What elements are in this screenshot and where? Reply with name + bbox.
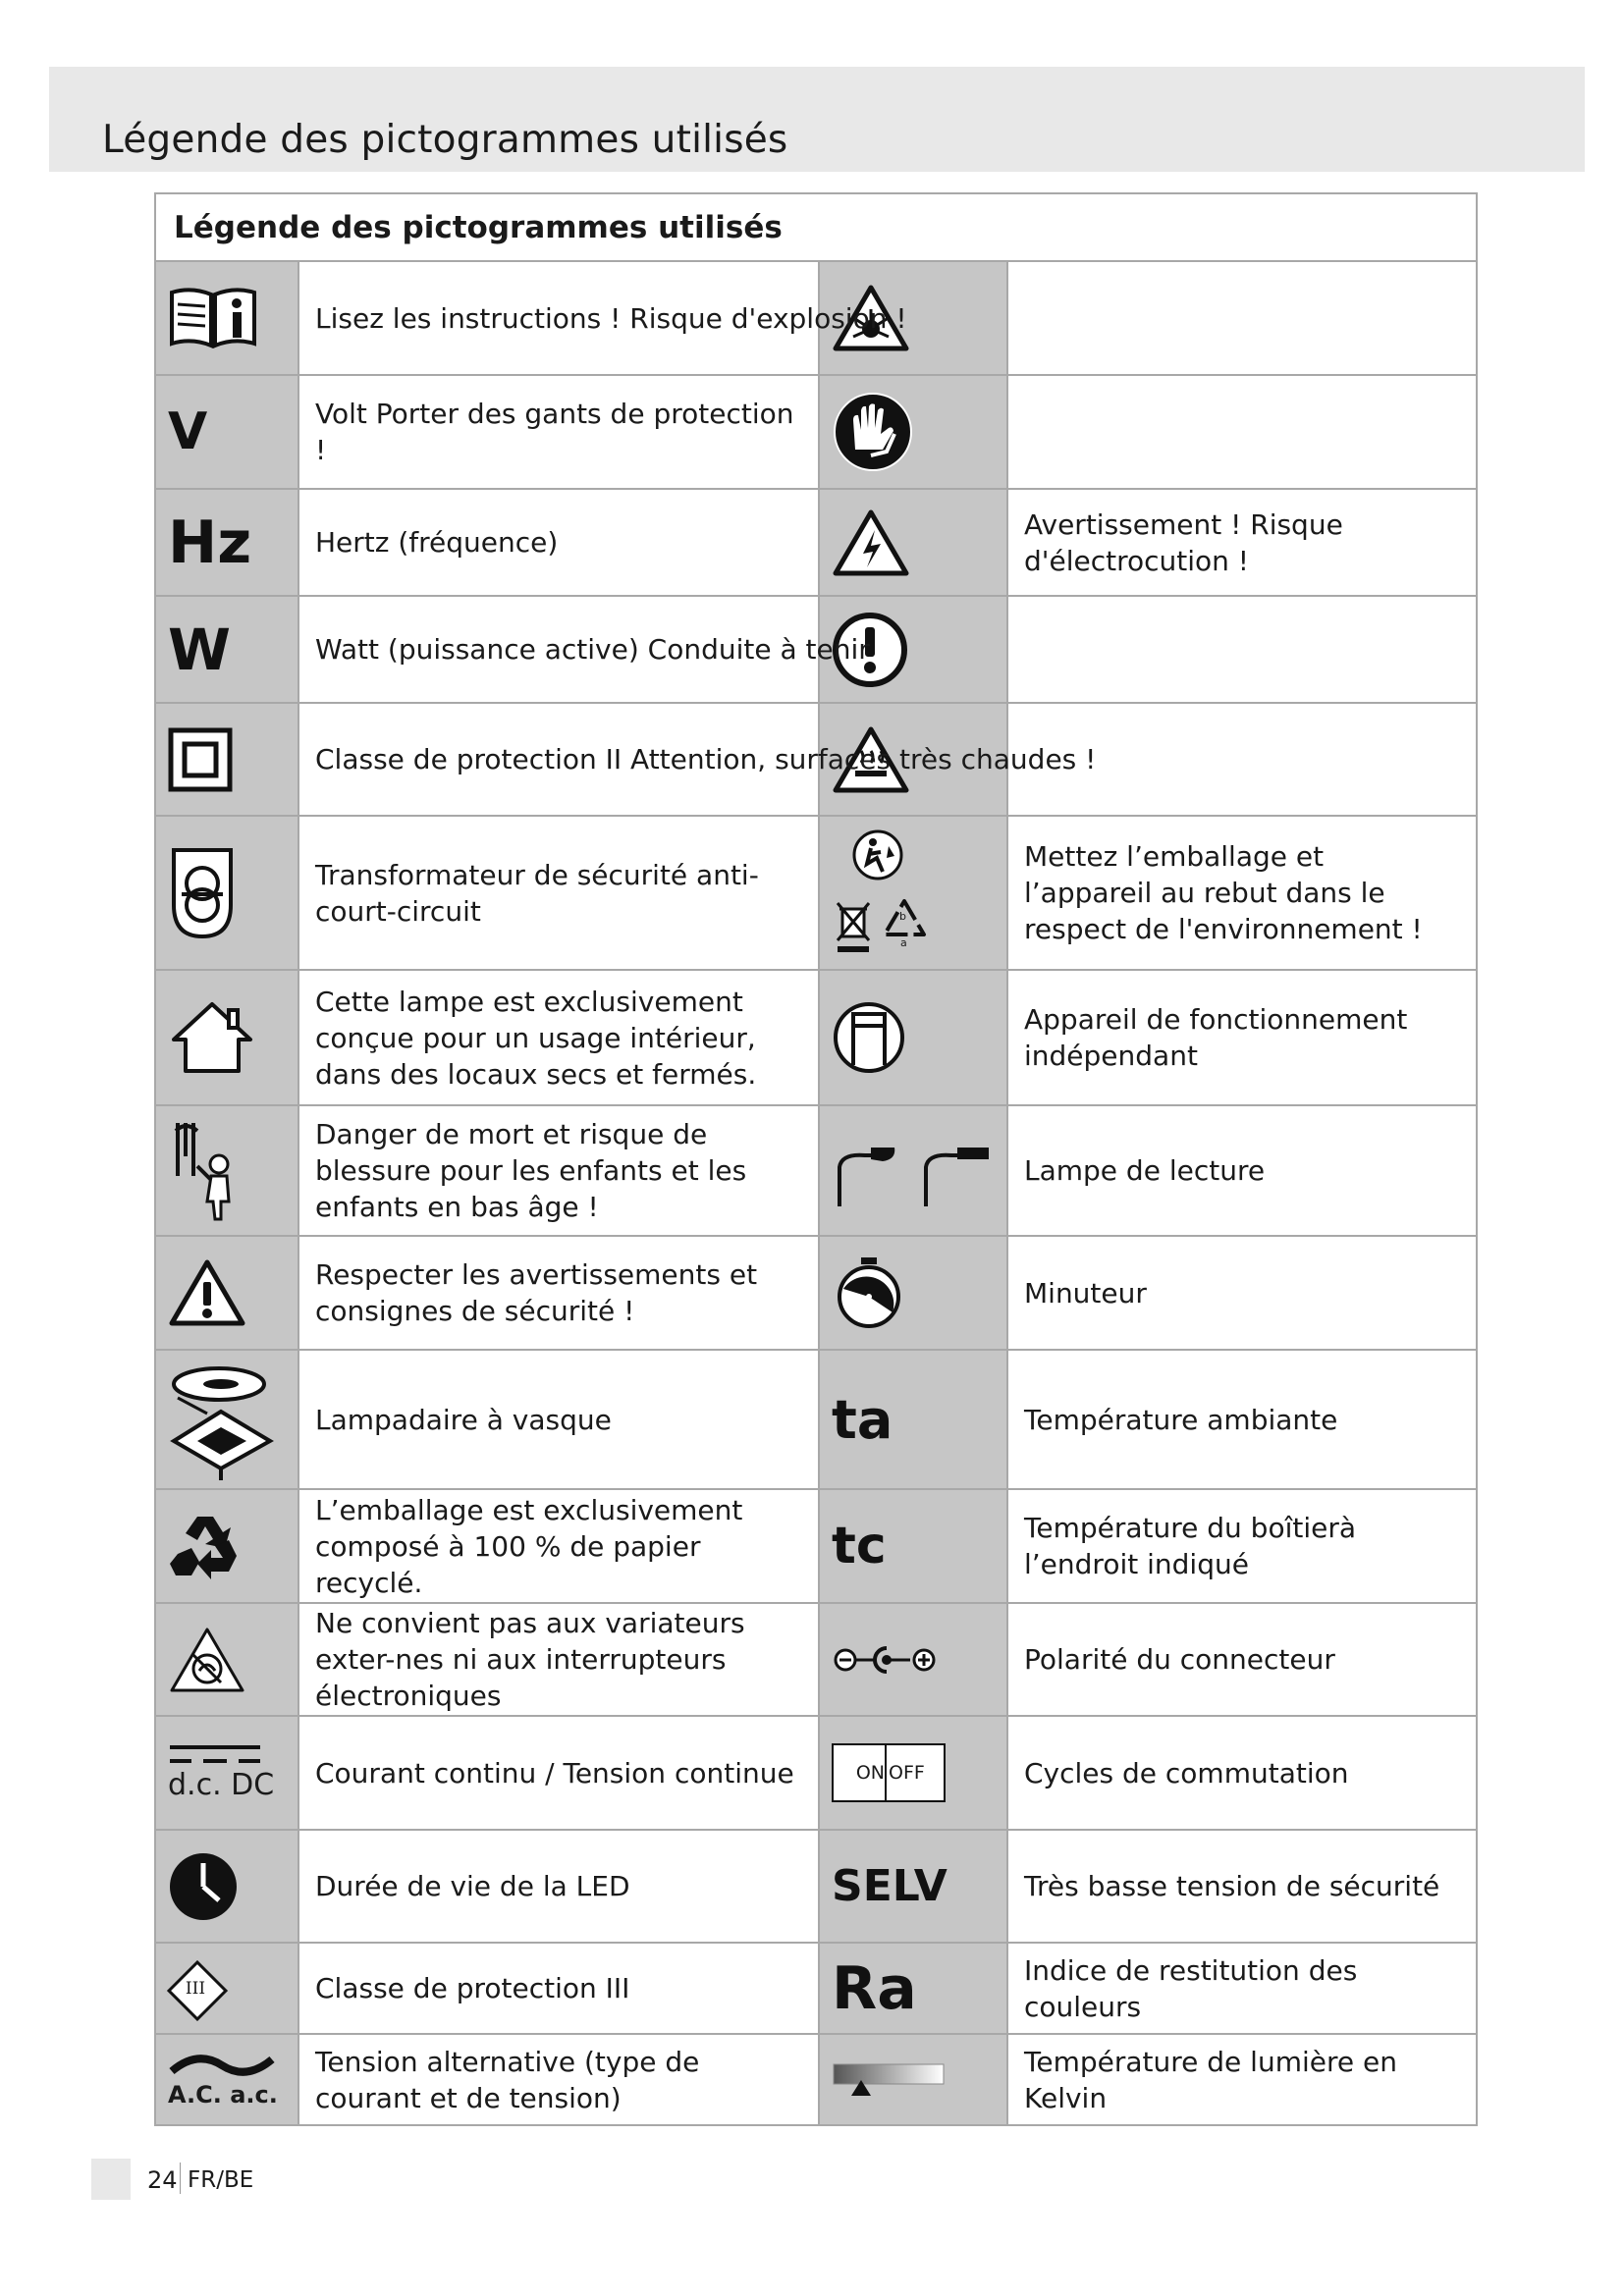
- table-caption: Légende des pictogrammes utilisés: [155, 193, 1477, 261]
- legend-text: Transformateur de sécurité anti-court-circuit: [315, 858, 759, 928]
- gloves-required-icon: [832, 391, 914, 473]
- on-label: ON: [834, 1745, 887, 1800]
- general-warning-icon: [168, 1258, 246, 1327]
- safety-transformer-icon: [168, 844, 237, 942]
- disposal-tidyman-icon: [849, 828, 906, 881]
- table-row: [155, 970, 1477, 1105]
- connector-polarity-icon: [832, 1644, 940, 1676]
- legend-text: Indice de restitution des couleurs: [1024, 1953, 1358, 2023]
- table-row: [155, 1603, 1477, 1716]
- legend-text: Respecter les avertissements et consignes de sécurité !: [315, 1258, 758, 1327]
- ra-symbol: Ra: [832, 1953, 917, 2023]
- independent-control-gear-icon: [832, 1000, 906, 1075]
- table-row: [155, 1489, 1477, 1603]
- legend-text: Lampadaire à vasque: [315, 1403, 612, 1436]
- protection-class-3-icon: [168, 1961, 223, 2016]
- off-label: OFF: [889, 1762, 925, 1784]
- legend-text: Watt (puissance active) Conduite à tenir: [315, 633, 870, 666]
- legend-text: Durée de vie de la LED: [315, 1870, 630, 1902]
- legend-text: Température du boîtierà l’endroit indiqué: [1024, 1512, 1357, 1580]
- class-3-label: III: [185, 1978, 206, 1999]
- recycling-triangle-icon: [881, 897, 928, 948]
- child-danger-icon: [168, 1117, 246, 1225]
- table-row: [155, 596, 1477, 703]
- hertz-symbol: Hz: [168, 507, 252, 577]
- table-row: [155, 703, 1477, 816]
- legend-text: Cycles de commutation: [1024, 1756, 1349, 1789]
- kelvin-gradient-icon: [832, 2060, 947, 2100]
- on-off-cycles-icon: [832, 1743, 946, 1802]
- legend-text: Lisez les instructions ! Risque d'explosion !: [315, 301, 907, 335]
- legend-text: L’emballage est exclusivement composé à 100 % de papier recyclé.: [315, 1493, 743, 1599]
- page-title: Légende des pictogrammes utilisés: [102, 118, 788, 162]
- ac-label: A.C. a.c.: [168, 2080, 278, 2109]
- legend-text: Très basse tension de sécurité: [1024, 1870, 1440, 1902]
- direct-current-icon: [168, 1743, 262, 1765]
- legend-text: Courant continu / Tension continue: [315, 1756, 794, 1789]
- table-row: [155, 489, 1477, 596]
- legend-text: Lampe de lecture: [1024, 1154, 1266, 1187]
- legend-text: Classe de protection III: [315, 1972, 630, 2004]
- legend-text: Volt Porter des gants de protection !: [315, 398, 794, 466]
- table-row: [155, 1943, 1477, 2034]
- legend-text: Appareil de fonctionnement indépendant: [1024, 1003, 1408, 1072]
- weee-bin-icon: [834, 899, 873, 954]
- dc-label: d.c. DC: [168, 1768, 275, 1802]
- table-row: [155, 1350, 1477, 1489]
- legend-text: Minuteur: [1024, 1276, 1147, 1309]
- legend-text: Température de lumière en Kelvin: [1024, 2045, 1397, 2114]
- table-row: [155, 816, 1477, 970]
- table-row: [155, 2034, 1477, 2125]
- legend-text: Température ambiante: [1024, 1403, 1338, 1436]
- pictogram-legend-table: [154, 192, 1478, 2126]
- legend-text: Polarité du connecteur: [1024, 1643, 1335, 1676]
- legend-text: Hertz (fréquence): [315, 526, 559, 559]
- bowl-luminaire-icon: [168, 1359, 276, 1480]
- timer-icon: [832, 1255, 906, 1330]
- table-row: [155, 375, 1477, 489]
- tc-symbol: tc: [832, 1517, 887, 1575]
- book-info-icon: [168, 285, 258, 351]
- footer-marker: [91, 2159, 131, 2200]
- recycling-code-a: a: [900, 936, 907, 949]
- legend-text: Ne convient pas aux variateurs exter-nes ni aux interrupteurs électroniques: [315, 1607, 745, 1712]
- table-row: [155, 1716, 1477, 1830]
- electric-shock-warning-icon: [832, 508, 910, 577]
- recycled-paper-icon: [168, 1509, 246, 1583]
- selv-symbol: SELV: [832, 1861, 947, 1911]
- alternating-current-icon: [168, 2052, 276, 2079]
- no-dimmer-icon: [168, 1626, 246, 1694]
- table-row: [155, 1105, 1477, 1236]
- led-lifetime-clock-icon: [168, 1851, 239, 1922]
- legend-text: Classe de protection II Attention, surfaces très chaudes !: [315, 743, 1097, 775]
- footer-divider: [180, 2163, 181, 2194]
- legend-text: Danger de mort et risque de blessure pour les enfants et les enfants en bas âge !: [315, 1118, 747, 1223]
- ta-symbol: ta: [832, 1388, 893, 1451]
- volt-symbol: V: [168, 402, 208, 461]
- legend-text: Avertissement ! Risque d'électrocution !: [1024, 507, 1343, 577]
- recycling-code-b: b: [899, 910, 906, 923]
- indoor-house-icon: [168, 998, 256, 1077]
- legend-text: Tension alternative (type de courant et de tension): [315, 2045, 700, 2114]
- table-row: [155, 1236, 1477, 1350]
- page-number: 24: [147, 2166, 178, 2194]
- legend-text: Cette lampe est exclusivement conçue pour un usage intérieur, dans des locaux secs et fermés.: [315, 985, 757, 1091]
- caption-row: [155, 193, 1477, 261]
- table-row: [155, 261, 1477, 375]
- watt-symbol: W: [168, 615, 231, 683]
- legend-text: Mettez l’emballage et l’appareil au rebut dans le respect de l'environnement !: [1024, 840, 1423, 945]
- protection-class-2-icon: [168, 727, 233, 792]
- table-row: [155, 1830, 1477, 1943]
- reading-lamp-icon: [832, 1132, 999, 1210]
- country-code: FR/BE: [188, 2167, 254, 2193]
